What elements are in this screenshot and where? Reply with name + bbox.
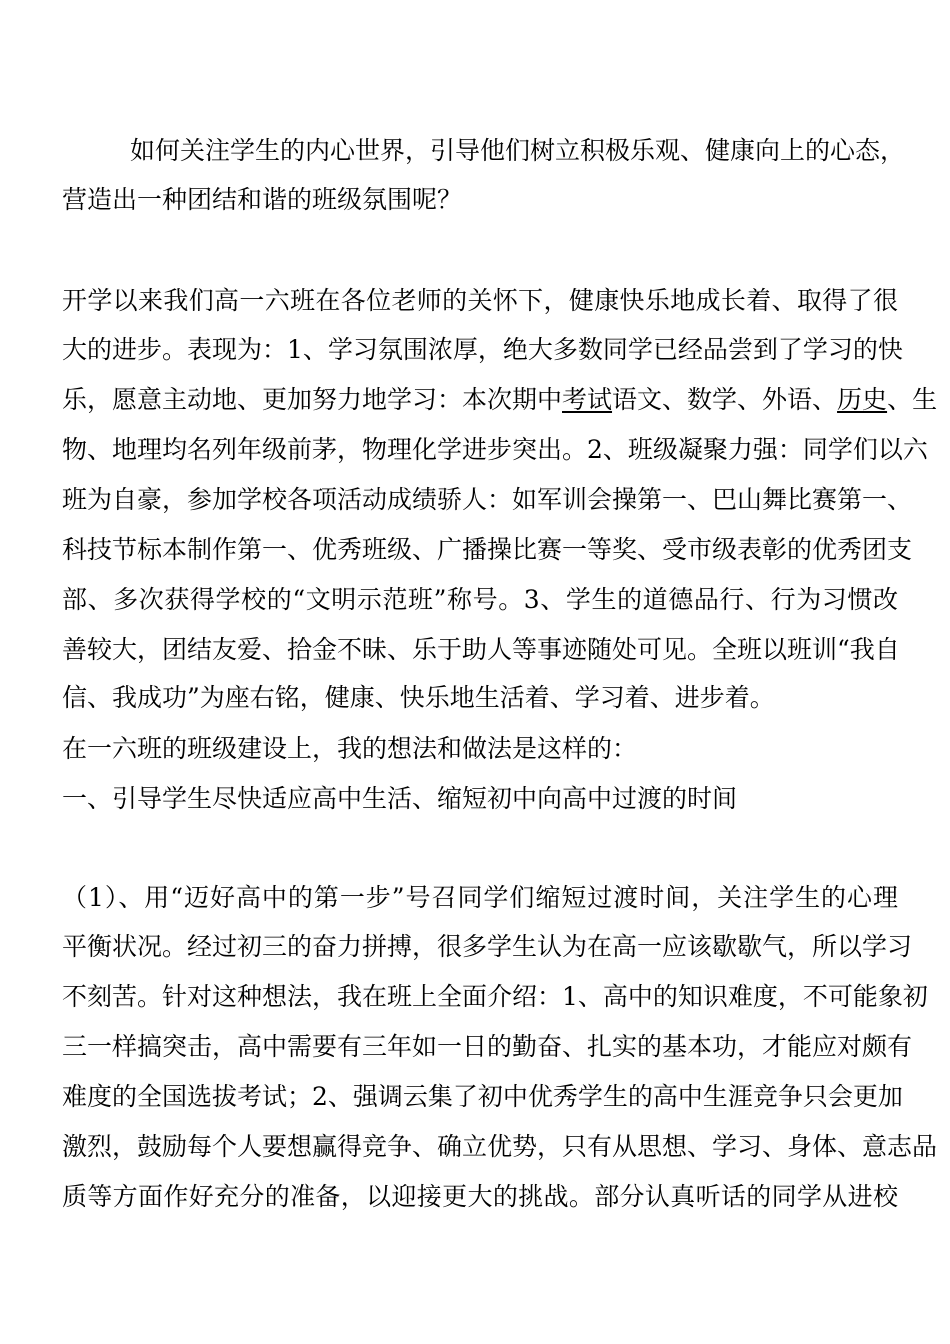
paragraph-2-line-3-text-b: 语文、数学、外语、 bbox=[612, 385, 838, 414]
paragraph-2-line-9: 信、我成功”为座右铭，健康、快乐地生活着、学习着、进步着。 bbox=[62, 683, 775, 712]
paragraph-1-line-2: 营造出一种团结和谐的班级氛围呢？ bbox=[62, 185, 463, 214]
paragraph-4-line-7: 质等方面作好充分的准备，以迎接更大的挑战。部分认真听话的同学从进校 bbox=[62, 1182, 898, 1211]
paragraph-2-line-6: 科技节标本制作第一、优秀班级、广播操比赛一等奖、受市级表彰的优秀团支 bbox=[62, 535, 913, 564]
paragraph-1-line-1: 如何关注学生的内心世界，引导他们树立积极乐观、健康向上的心态， bbox=[130, 136, 906, 165]
paragraph-2-line-3-text-a: 乐，愿意主动地、更加努力地学习：本次期中 bbox=[62, 385, 563, 414]
section-heading-1: 一、引导学生尽快适应高中生活、缩短初中向高中过渡的时间 bbox=[62, 784, 738, 813]
exam-link[interactable]: 考试 bbox=[562, 385, 613, 414]
paragraph-2-line-2: 大的进步。表现为：1、学习氛围浓厚，绝大多数同学已经品尝到了学习的快 bbox=[62, 335, 903, 364]
paragraph-4-line-1: （1）、用“迈好高中的第一步”号召同学们缩短过渡时间，关注学生的心理 bbox=[62, 883, 898, 912]
history-link[interactable]: 历史 bbox=[837, 385, 888, 414]
paragraph-4-line-3: 不刻苦。针对这种想法，我在班上全面介绍：1、高中的知识难度，不可能象初 bbox=[62, 982, 928, 1011]
paragraph-2-line-8: 善较大，团结友爱、拾金不昧、乐于助人等事迹随处可见。全班以班训“我自 bbox=[62, 635, 900, 664]
paragraph-2-line-3-text-c: 、生 bbox=[887, 385, 938, 414]
paragraph-4-line-4: 三一样搞突击，高中需要有三年如一日的勤奋、扎实的基本功，才能应对颇有 bbox=[62, 1032, 913, 1061]
paragraph-2-line-3 bbox=[62, 382, 938, 418]
paragraph-4-line-6: 激烈，鼓励每个人要想赢得竞争、确立优势，只有从思想、学习、身体、意志品 bbox=[62, 1132, 938, 1161]
paragraph-2-line-7: 部、多次获得学校的“文明示范班”称号。3、学生的道德品行、行为习惯改 bbox=[62, 585, 898, 614]
paragraph-2-line-1: 开学以来我们高一六班在各位老师的关怀下，健康快乐地成长着、取得了很 bbox=[62, 286, 898, 315]
paragraph-4-line-5: 难度的全国选拔考试；2、强调云集了初中优秀学生的高中生涯竞争只会更加 bbox=[62, 1082, 903, 1111]
paragraph-2-line-5: 班为自豪，参加学校各项活动成绩骄人：如军训会操第一、巴山舞比赛第一、 bbox=[62, 485, 913, 514]
paragraph-2-line-4: 物、地理均名列年级前茅，物理化学进步突出。2、班级凝聚力强：同学们以六 bbox=[62, 435, 928, 464]
paragraph-4-line-2: 平衡状况。经过初三的奋力拼搏，很多学生认为在高一应该歇歇气，所以学习 bbox=[62, 932, 913, 961]
paragraph-3: 在一六班的班级建设上，我的想法和做法是这样的： bbox=[62, 734, 638, 763]
